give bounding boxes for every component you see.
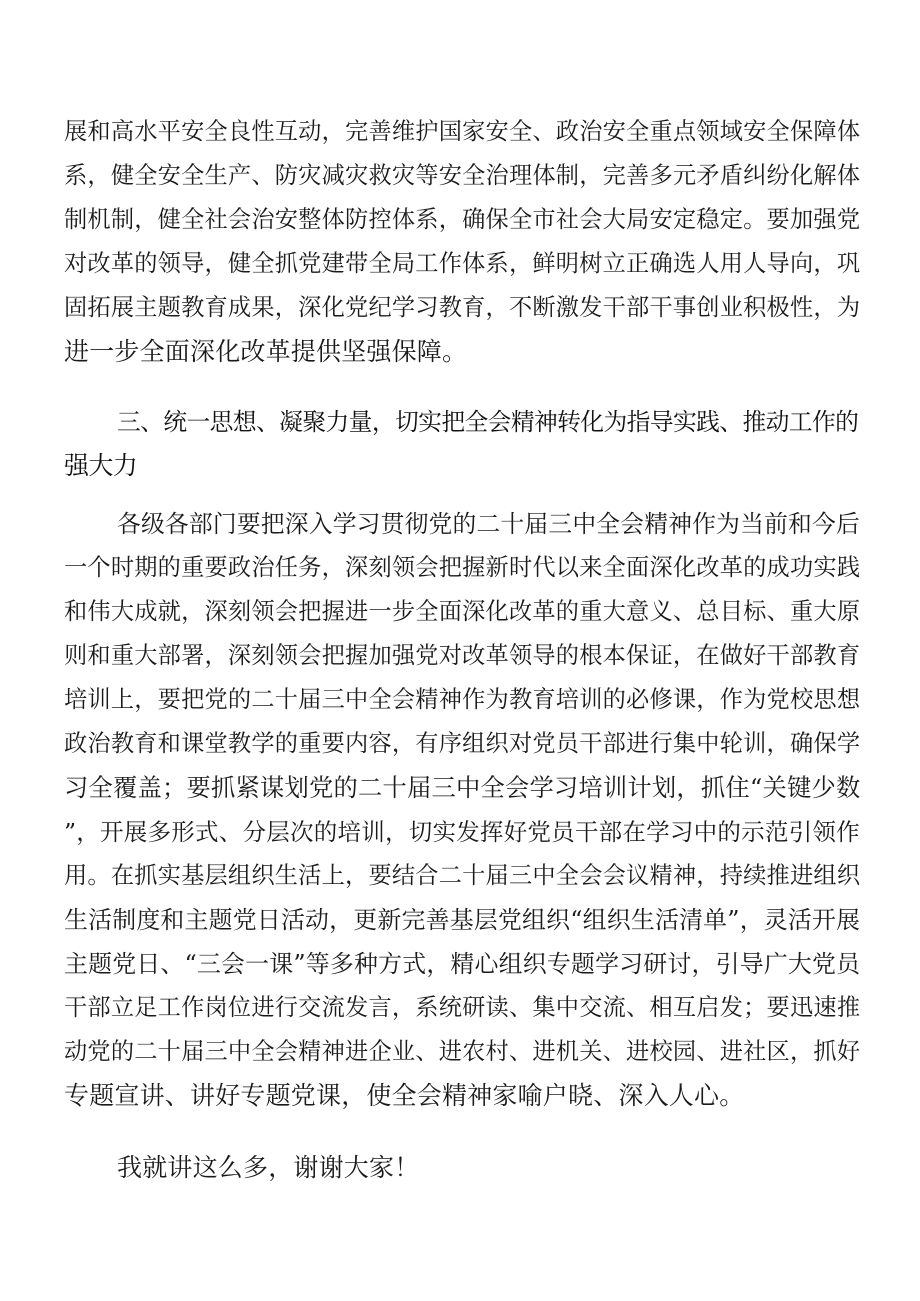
paragraph-line: ”，开展多形式、分层次的培训，切实发挥好党员干部在学习中的示范引领作 (64, 818, 860, 846)
paragraph-line: 干部立足工作岗位进行交流发言，系统研读、集中交流、相互启发；要迅速推 (64, 994, 861, 1021)
paragraph-line: 动党的二十届三中全会精神进企业、进农村、进机关、进校园、进社区，抓好 (64, 1038, 861, 1065)
paragraph-line: 制机制，健全社会治安整体防控体系，确保全市社会大局安定稳定。要加强党 (64, 206, 861, 233)
section-heading-line: 三、统一思想、凝聚力量，切实把全会精神转化为指导实践、推动工作的 (117, 408, 859, 436)
paragraph-line: 生活制度和主题党日活动，更新完善基层党组织“组织生活清单”，灵活开展 (64, 906, 861, 934)
paragraph-line: 政治教育和课堂教学的重要内容，有序组织对党员干部进行集中轮训，确保学 (64, 730, 861, 757)
paragraph-line: 和伟大成就，深刻领会把握进一步全面深化改革的重大意义、总目标、重大原 (64, 598, 861, 625)
paragraph-line: 专题宣讲、讲好专题党课，使全会精神家喻户晓、深入人心。 (64, 1081, 745, 1110)
section-heading-line: 强大力 (64, 451, 138, 480)
paragraph-line: 习全覆盖；要抓紧谋划党的二十届三中全会学习培训计划，抓住“关键少数 (64, 773, 861, 802)
paragraph-line: 主题党日、“三会一课”等多种方式，精心组织专题学习研讨，引导广大党员 (64, 950, 861, 978)
paragraph-line: 则和重大部署，深刻领会把握加强党对改革领导的根本保证，在做好干部教育 (64, 642, 861, 669)
paragraph-line: 固拓展主题教育成果，深化党纪学习教育，不断激发干部干事创业积极性，为 (64, 294, 861, 321)
paragraph-line: 进一步全面深化改革提供坚强保障。 (64, 337, 468, 366)
paragraph-line: 各级各部门要把深入学习贯彻党的二十届三中全会精神作为当前和今后 (117, 510, 860, 538)
paragraph-line: 系，健全安全生产、防灾减灾救灾等安全治理体制，完善多元矛盾纠纷化解体 (64, 162, 861, 189)
closing-remark: 我就讲这么多，谢谢大家！ (117, 1153, 420, 1182)
paragraph-line: 用。在抓实基层组织生活上，要结合二十届三中全会会议精神，持续推进组织 (64, 862, 861, 889)
paragraph-line: 对改革的领导，健全抓党建带全局工作体系，鲜明树立正确选人用人导向，巩 (64, 250, 861, 277)
paragraph-line: 培训上，要把党的二十届三中全会精神作为教育培训的必修课，作为党校思想 (64, 686, 861, 713)
paragraph-line: 展和高水平安全良性互动，完善维护国家安全、政治安全重点领域安全保障体 (64, 118, 861, 145)
paragraph-line: 一个时期的重要政治任务，深刻领会把握新时代以来全面深化改革的成功实践 (64, 554, 861, 581)
